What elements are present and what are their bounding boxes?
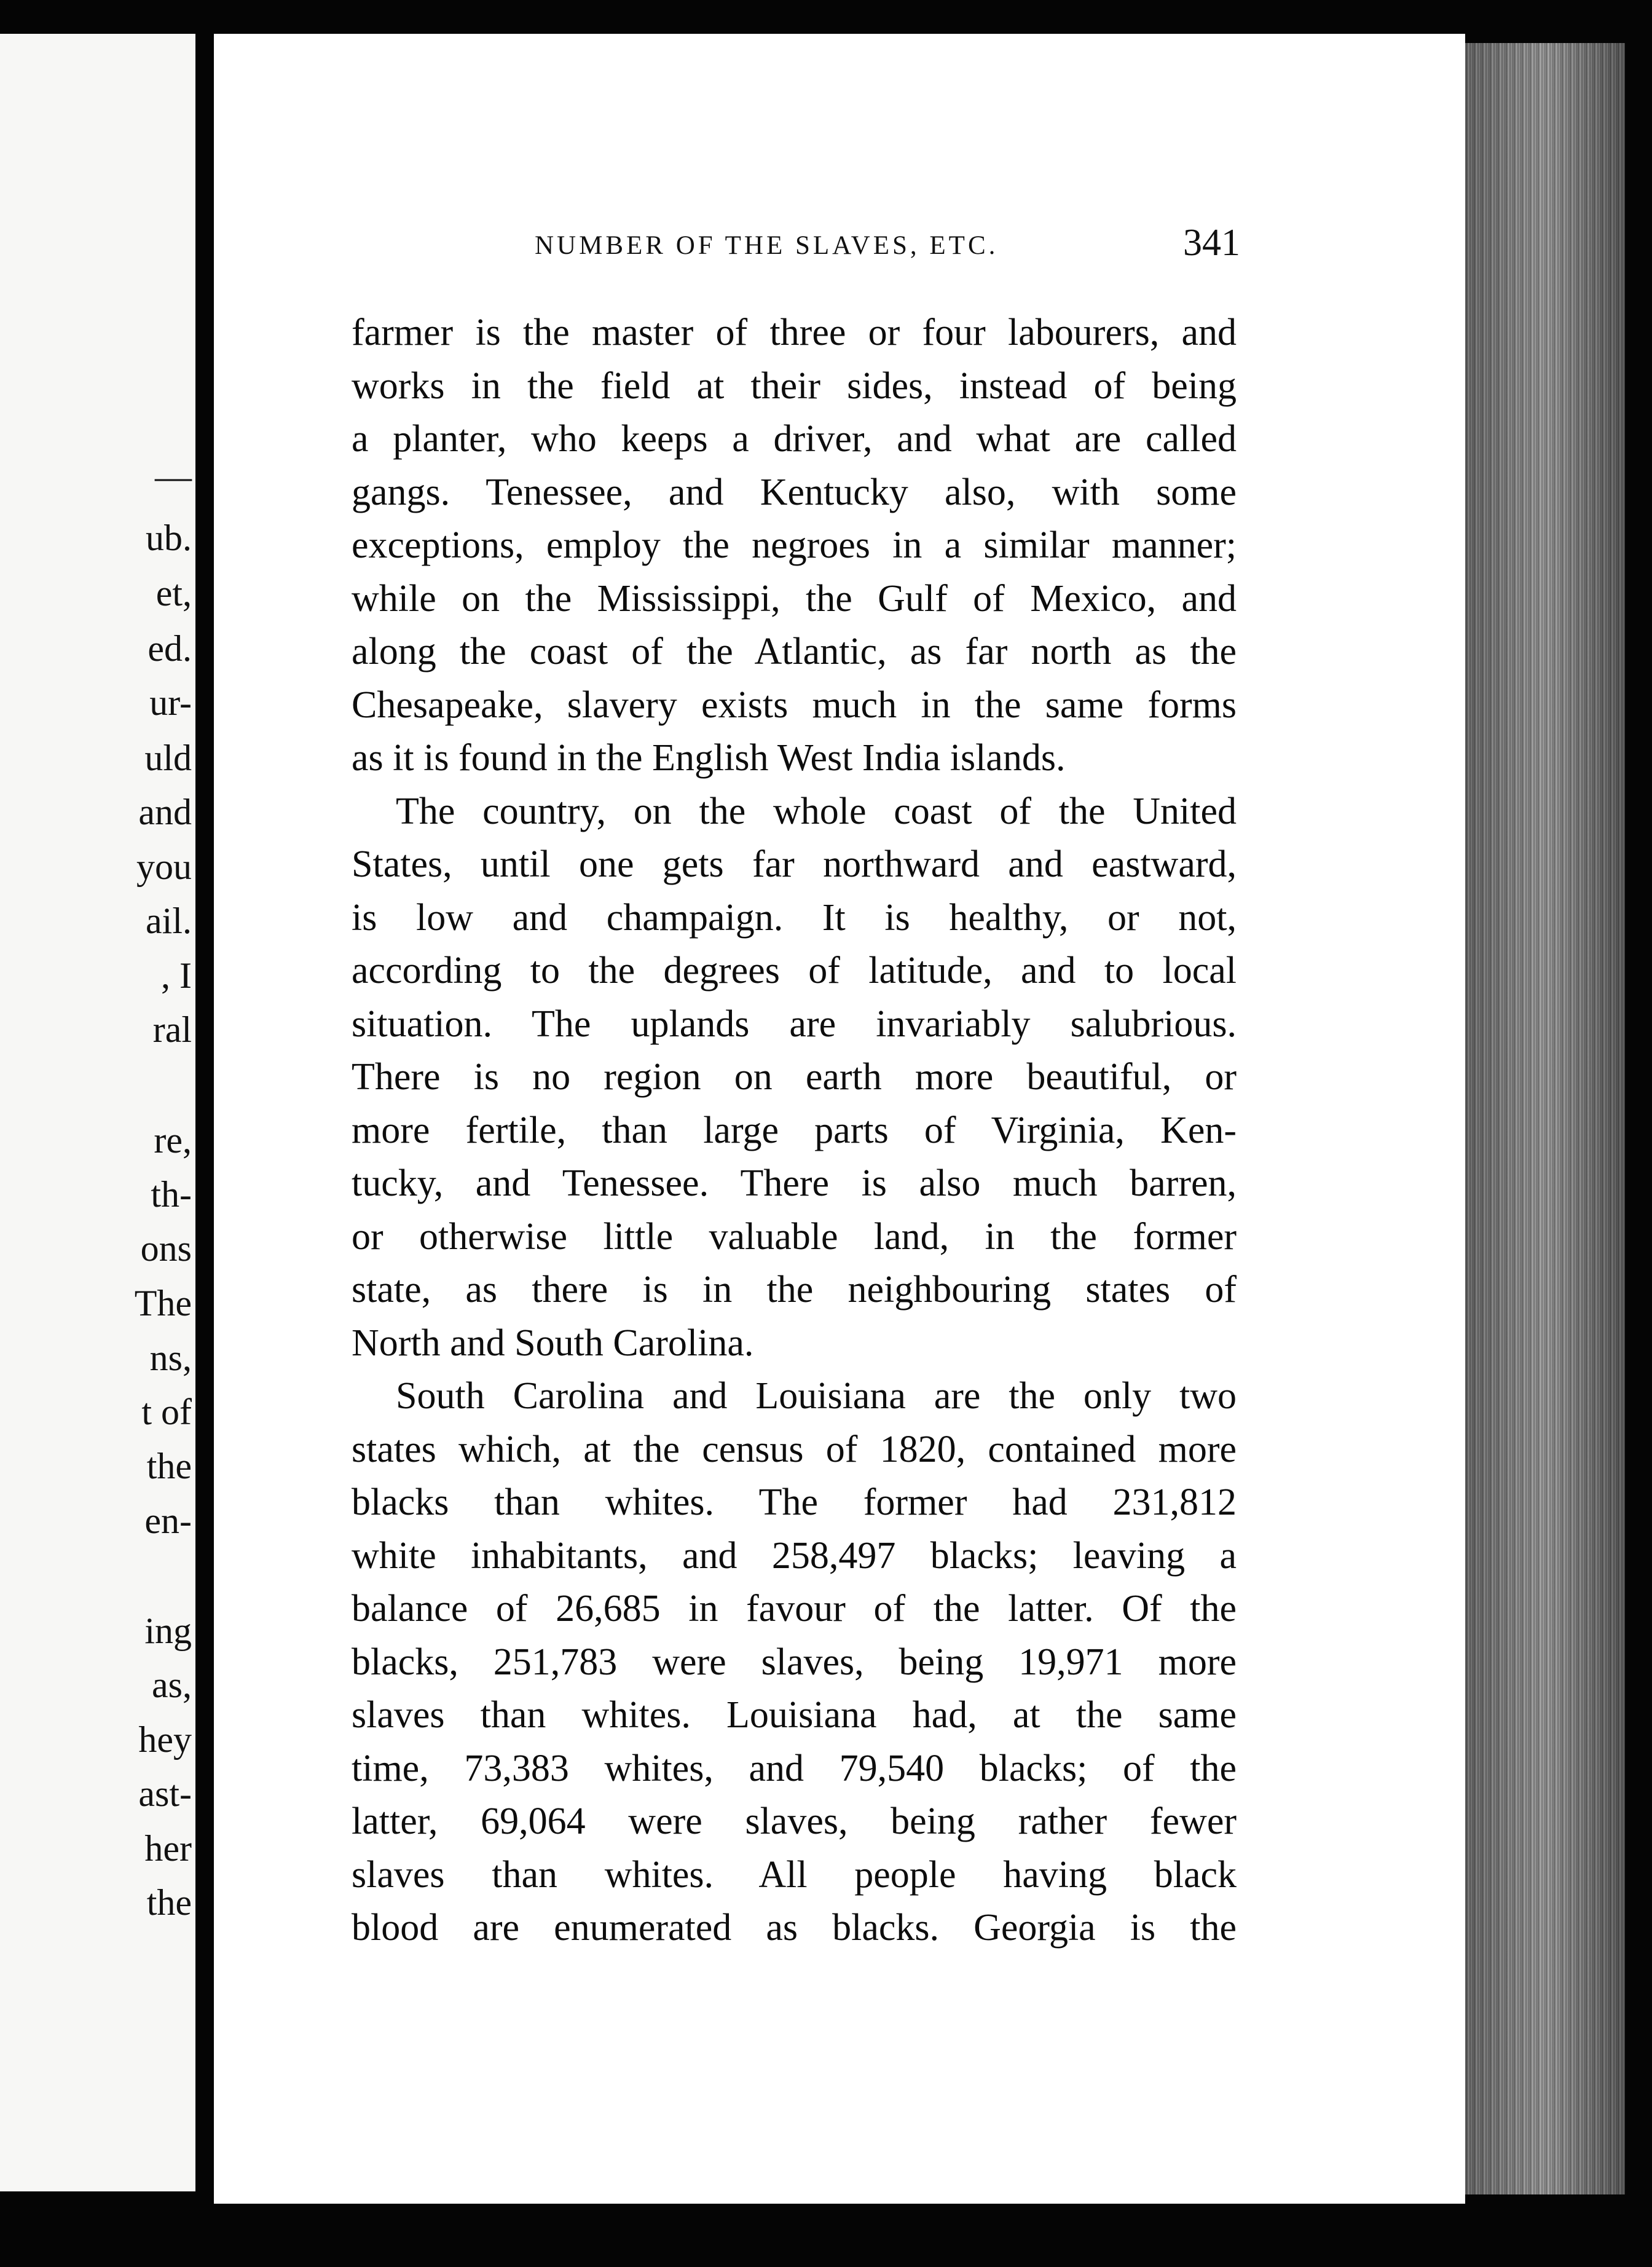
text-line: according to the degrees of latitude, and to local: [352, 950, 1237, 992]
text-line: slaves than whites. Louisiana had, at the same: [352, 1694, 1237, 1736]
left-fragment: her: [144, 1828, 192, 1869]
left-fragment: th-: [151, 1174, 192, 1215]
text-line: balance of 26,685 in favour of the latter. Of the: [352, 1588, 1237, 1630]
left-fragment: ail.: [146, 901, 192, 941]
left-fragment: ing: [144, 1611, 192, 1651]
left-fragment: uld: [144, 738, 192, 778]
text-line: as it is found in the English West India islands.: [352, 737, 1066, 779]
left-fragment: re,: [154, 1120, 192, 1161]
left-fragment: ed.: [148, 628, 192, 669]
left-fragment: the: [146, 1446, 192, 1486]
text-line: time, 73,383 whites, and 79,540 blacks; of the: [352, 1747, 1237, 1789]
text-line: works in the field at their sides, instead of being: [352, 365, 1237, 407]
text-line: is low and champaign. It is healthy, or not,: [352, 896, 1237, 939]
text-line: farmer is the master of three or four labourers, and: [352, 312, 1237, 353]
text-line: North and South Carolina.: [352, 1322, 754, 1364]
text-line: white inhabitants, and 258,497 blacks; leaving a: [352, 1534, 1237, 1577]
text-line: while on the Mississippi, the Gulf of Mexico, and: [352, 577, 1237, 620]
text-line: along the coast of the Atlantic, as far north as the: [352, 631, 1237, 672]
text-line: There is no region on earth more beautiful, or: [352, 1056, 1237, 1098]
left-fragment: en-: [144, 1500, 192, 1541]
left-fragment: hey: [138, 1719, 192, 1760]
text-line: or otherwise little valuable land, in the former: [352, 1215, 1237, 1258]
left-fragment: The: [134, 1283, 192, 1323]
left-fragment: —: [155, 456, 192, 497]
text-line: exceptions, employ the negroes in a similar manner;: [352, 524, 1237, 566]
text-line: slaves than whites. All people having black: [352, 1853, 1237, 1896]
left-fragment: as,: [152, 1665, 192, 1705]
page-number: 341: [1183, 222, 1240, 264]
left-fragment: ons: [140, 1228, 192, 1269]
left-fragment: ral: [152, 1009, 192, 1050]
text-line: a planter, who keeps a driver, and what are called: [352, 418, 1237, 460]
text-line: more fertile, than large parts of Virginia, Ken-: [352, 1109, 1237, 1151]
text-line: states which, at the census of 1820, contained more: [352, 1428, 1237, 1470]
page-edge-stack: [1465, 43, 1625, 2194]
text-line: gangs. Tenessee, and Kentucky also, with some: [352, 471, 1237, 513]
text-line: blacks, 251,783 were slaves, being 19,971 more: [352, 1641, 1237, 1683]
text-line: state, as there is in the neighbouring states of: [352, 1269, 1237, 1311]
text-line: situation. The uplands are invariably salubrious.: [352, 1003, 1237, 1045]
left-fragment: t of: [141, 1392, 192, 1432]
text-line: blood are enumerated as blacks. Georgia is the: [352, 1907, 1237, 1949]
left-fragment: you: [136, 846, 192, 887]
text-line: blacks than whites. The former had 231,812: [352, 1481, 1237, 1523]
left-fragment: the: [146, 1882, 192, 1923]
text-line: latter, 69,064 were slaves, being rather fewer: [352, 1800, 1237, 1842]
text-line: Chesapeake, slavery exists much in the same forms: [352, 684, 1237, 726]
text-line: tucky, and Tenessee. There is also much barren,: [352, 1162, 1237, 1204]
left-fragment: and: [138, 792, 192, 832]
text-line: South Carolina and Louisiana are the only two: [396, 1375, 1237, 1417]
left-fragment: ns,: [149, 1338, 192, 1378]
left-fragment: ub.: [146, 518, 192, 558]
left-facing-page: [0, 34, 195, 2191]
left-fragment: , I: [161, 955, 192, 996]
body-text: [352, 306, 1237, 1955]
text-line: The country, on the whole coast of the United: [396, 790, 1237, 832]
left-fragment: ast-: [138, 1773, 192, 1814]
left-fragment: ur-: [149, 682, 192, 723]
left-fragment: et,: [155, 573, 192, 613]
text-line: States, until one gets far northward and eastward,: [352, 843, 1237, 885]
running-title: NUMBER OF THE SLAVES, ETC.: [535, 231, 999, 260]
